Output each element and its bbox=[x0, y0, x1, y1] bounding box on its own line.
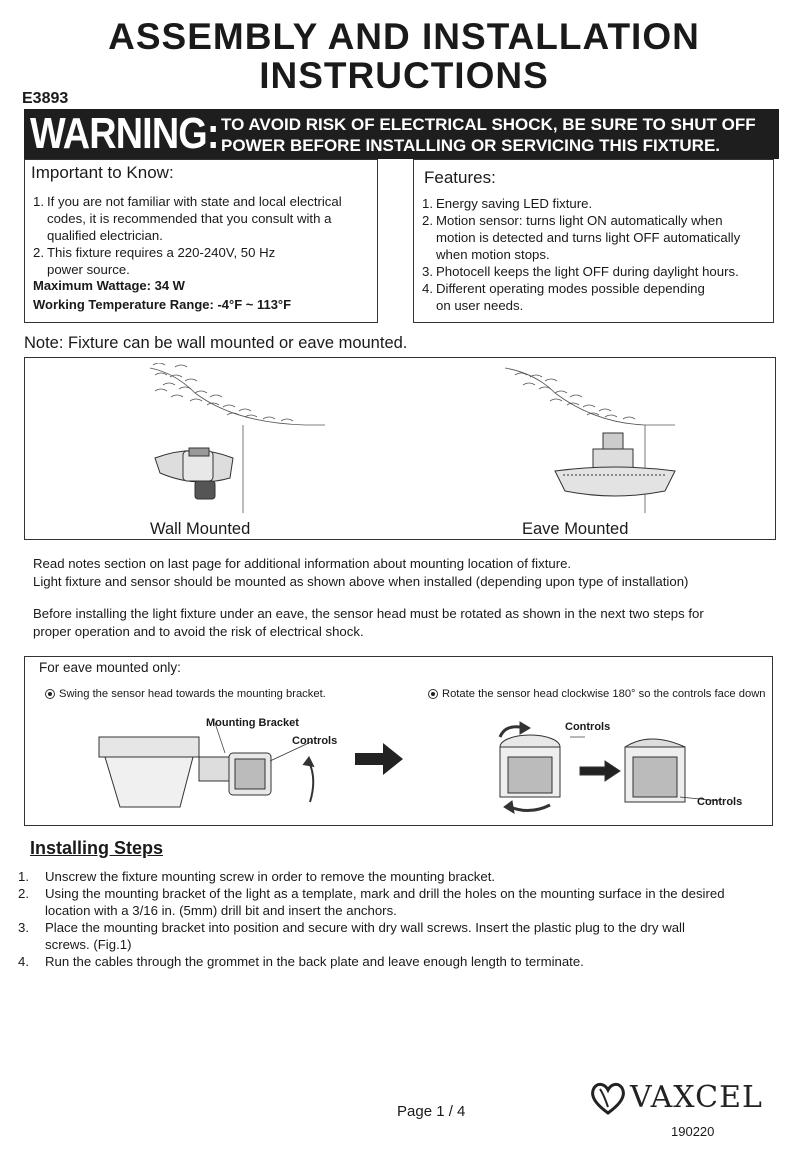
radio-bullet-icon bbox=[45, 689, 55, 699]
list-item: 3. Photocell keeps the light OFF during daylight hours. bbox=[422, 264, 739, 279]
right-arrow-icon bbox=[355, 741, 405, 777]
model-number: E3893 bbox=[22, 90, 69, 107]
note-line: Before installing the light fixture under an eave, the sensor head must be rotated as shown in the next two steps for bbox=[33, 606, 704, 621]
max-wattage: Maximum Wattage: 34 W bbox=[33, 278, 185, 293]
list-item: 2. Motion sensor: turns light ON automatically when motion is detected and turns light OFF automatically when motion stops. bbox=[422, 213, 741, 262]
eave-warning-text bbox=[33, 605, 773, 641]
list-item: 4. Run the cables through the grommet in the back plate and leave enough length to terminate. bbox=[18, 954, 584, 969]
eave-step-2: Rotate the sensor head clockwise 180° so the controls face down bbox=[428, 688, 766, 700]
document-code: 190220 bbox=[671, 1124, 715, 1139]
note-line: proper operation and to avoid the risk of electrical shock. bbox=[33, 624, 364, 639]
document-title-line1: ASSEMBLY AND INSTALLATION bbox=[108, 16, 700, 57]
mounting-illustration-box bbox=[24, 357, 776, 540]
eave-mount-illustration bbox=[495, 363, 715, 513]
mounting-notes bbox=[33, 555, 773, 591]
radio-bullet-icon bbox=[428, 689, 438, 699]
brand-heart-icon bbox=[590, 1081, 626, 1115]
note-line: Light fixture and sensor should be mounted as shown above when installed (depending upon type of installation) bbox=[33, 574, 689, 589]
list-item: 2. This fixture requires a 220-240V, 50 Hz power source. bbox=[33, 245, 276, 277]
brand-logo bbox=[590, 1080, 763, 1115]
warning-message bbox=[221, 114, 756, 156]
swing-sensor-illustration bbox=[95, 717, 338, 817]
features-list bbox=[422, 195, 774, 314]
controls-label-1: Controls bbox=[292, 735, 338, 747]
warning-banner bbox=[24, 109, 779, 159]
note-line: Read notes section on last page for additional information about mounting location of fixture. bbox=[33, 556, 572, 571]
list-item: 4. Different operating modes possible depending on user needs. bbox=[422, 281, 705, 313]
wall-mount-illustration bbox=[135, 363, 355, 513]
mounting-bracket-label: Mounting Bracket bbox=[206, 717, 299, 729]
document-title-line2: INSTRUCTIONS bbox=[259, 55, 549, 96]
important-list bbox=[33, 193, 377, 278]
brand-name: VAXCEL bbox=[630, 1080, 763, 1115]
features-title: Features: bbox=[424, 168, 496, 187]
important-title: Important to Know: bbox=[31, 163, 174, 182]
list-item: 1. Unscrew the fixture mounting screw in order to remove the mounting bracket. bbox=[18, 869, 496, 884]
eave-step-1: Swing the sensor head towards the mounting bracket. bbox=[45, 688, 326, 700]
installing-steps-list bbox=[18, 868, 778, 970]
features-box bbox=[413, 159, 774, 323]
list-item: 1. Energy saving LED fixture. bbox=[422, 196, 593, 211]
warning-line1: TO AVOID RISK OF ELECTRICAL SHOCK, BE SURE TO SHUT OFF bbox=[221, 115, 756, 134]
mounting-note: Note: Fixture can be wall mounted or eave mounted. bbox=[24, 334, 408, 352]
eave-box-title: For eave mounted only: bbox=[39, 660, 181, 675]
installing-steps-title: Installing Steps bbox=[30, 838, 164, 858]
eave-mounted-caption: Eave Mounted bbox=[522, 520, 629, 538]
wall-mounted-caption: Wall Mounted bbox=[150, 520, 251, 538]
controls-label-3: Controls bbox=[697, 796, 743, 808]
controls-label-2: Controls bbox=[565, 721, 611, 733]
warning-line2: POWER BEFORE INSTALLING OR SERVICING THIS FIXTURE. bbox=[221, 136, 721, 155]
list-item: 1. If you are not familiar with state and local electrical codes, it is recommended that you consult with a qualified electrician. bbox=[33, 194, 342, 243]
list-item: 2. Using the mounting bracket of the light as a template, mark and drill the holes on the mounting surface in the desired location with a 3/16 in. (5mm) drill bit and insert the anchors. bbox=[18, 886, 725, 918]
list-item: 3. Place the mounting bracket into position and secure with dry wall screws. Insert the plastic plug to the dry wall screws. (Fig.1) bbox=[18, 920, 685, 952]
important-box bbox=[24, 159, 378, 323]
page-number: Page 1 / 4 bbox=[397, 1103, 466, 1120]
warning-label: WARNING: bbox=[30, 109, 219, 158]
temperature-range: Working Temperature Range: -4°F ~ 113°F bbox=[33, 297, 292, 312]
eave-instructions-box bbox=[24, 656, 773, 826]
